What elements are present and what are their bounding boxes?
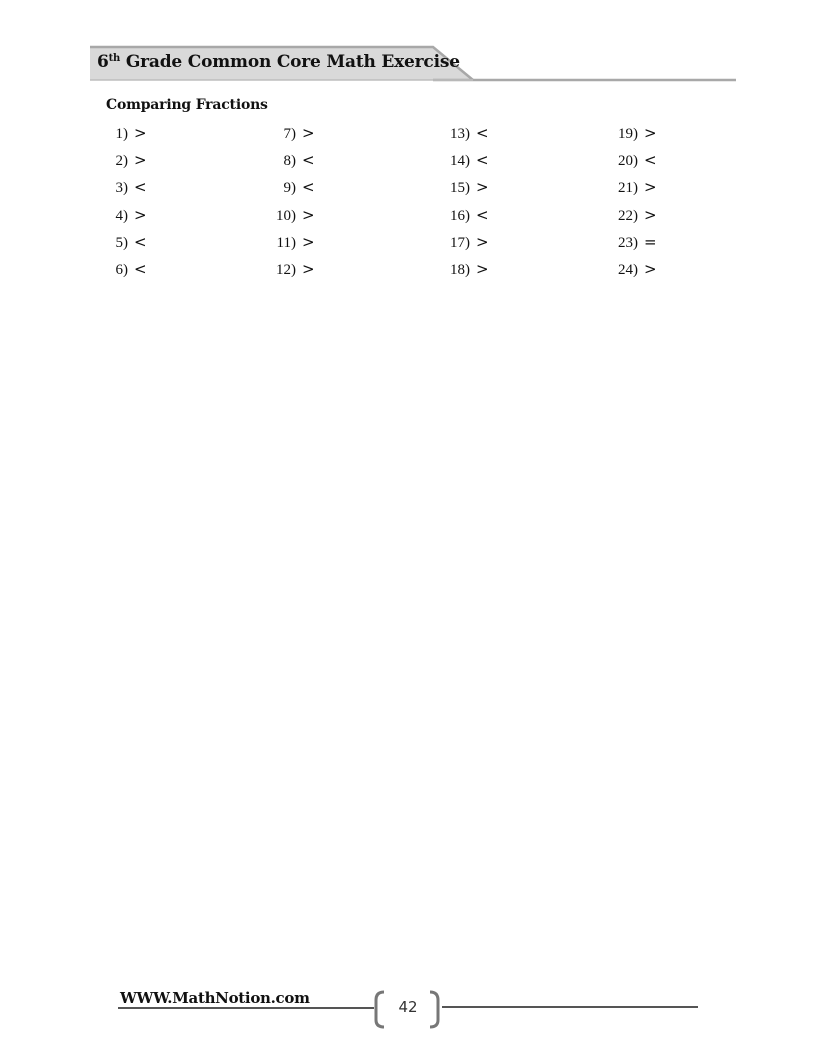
answer-number: 16) — [450, 208, 470, 224]
answer-symbol: > — [476, 178, 489, 196]
answer-item — [94, 124, 147, 142]
answer-number: 2) — [115, 153, 128, 169]
answer-symbol: < — [302, 151, 315, 169]
answer-symbol: < — [644, 151, 657, 169]
answer-item — [436, 233, 489, 251]
answer-symbol: > — [302, 124, 315, 142]
answer-symbol: < — [302, 178, 315, 196]
answer-item — [436, 124, 489, 142]
answer-symbol: > — [302, 233, 315, 251]
answer-item — [262, 260, 315, 278]
answer-symbol: > — [302, 206, 315, 224]
page-title — [97, 52, 460, 72]
answer-number: 13) — [450, 126, 470, 142]
answer-item — [604, 206, 657, 224]
answer-number: 19) — [618, 126, 638, 142]
answer-symbol: < — [476, 206, 489, 224]
answer-item — [436, 260, 489, 278]
answer-symbol: < — [134, 178, 147, 196]
answer-number: 9) — [283, 180, 296, 196]
answer-item — [262, 124, 315, 142]
answer-item — [262, 206, 315, 224]
page-number: 42 — [398, 998, 418, 1016]
answer-symbol: > — [644, 206, 657, 224]
answer-item — [604, 124, 657, 142]
answer-number: 23) — [618, 235, 638, 251]
answer-item — [262, 178, 315, 196]
answer-number: 15) — [450, 180, 470, 196]
answer-number: 21) — [618, 180, 638, 196]
answer-number: 3) — [115, 180, 128, 196]
answer-number: 6) — [115, 262, 128, 278]
answer-number: 22) — [618, 208, 638, 224]
answer-number: 12) — [276, 262, 296, 278]
header-banner — [90, 44, 736, 84]
answer-symbol: < — [134, 233, 147, 251]
section-title: Comparing Fractions — [106, 97, 268, 113]
answer-number: 20) — [618, 153, 638, 169]
answer-symbol: > — [476, 233, 489, 251]
answer-number: 24) — [618, 262, 638, 278]
footer-divider-left — [118, 1007, 374, 1009]
answer-symbol: > — [644, 124, 657, 142]
footer-divider-right — [442, 1006, 698, 1008]
answer-item — [604, 151, 657, 169]
answer-item — [604, 260, 657, 278]
answer-item — [436, 178, 489, 196]
answer-item — [436, 151, 489, 169]
answer-item — [94, 206, 147, 224]
grade-suffix: th — [108, 53, 121, 64]
answer-number: 18) — [450, 262, 470, 278]
answer-number: 7) — [283, 126, 296, 142]
answer-symbol: < — [476, 124, 489, 142]
answer-item — [262, 233, 315, 251]
answer-number: 1) — [115, 126, 128, 142]
answer-symbol: > — [476, 260, 489, 278]
answer-number: 10) — [276, 208, 296, 224]
answer-item — [604, 233, 657, 251]
grade-number: 6 — [97, 52, 109, 72]
answer-item — [436, 206, 489, 224]
answer-symbol: > — [134, 206, 147, 224]
answer-number: 14) — [450, 153, 470, 169]
answer-item — [94, 151, 147, 169]
answer-number: 5) — [115, 235, 128, 251]
answer-item — [262, 151, 315, 169]
answer-number: 8) — [283, 153, 296, 169]
answer-symbol: > — [302, 260, 315, 278]
title-text: Grade Common Core Math Exercise — [120, 52, 460, 72]
answer-symbol: > — [644, 260, 657, 278]
answer-item — [94, 233, 147, 251]
answer-number: 17) — [450, 235, 470, 251]
answer-symbol: > — [134, 151, 147, 169]
answer-symbol: > — [644, 178, 657, 196]
footer-website: WWW.MathNotion.com — [120, 989, 310, 1007]
answer-number: 4) — [115, 208, 128, 224]
answer-item — [604, 178, 657, 196]
answer-symbol: = — [644, 233, 657, 251]
answer-item — [94, 260, 147, 278]
answer-item — [94, 178, 147, 196]
answer-symbol: < — [476, 151, 489, 169]
answer-symbol: < — [134, 260, 147, 278]
answer-number: 11) — [276, 235, 296, 251]
answer-symbol: > — [134, 124, 147, 142]
